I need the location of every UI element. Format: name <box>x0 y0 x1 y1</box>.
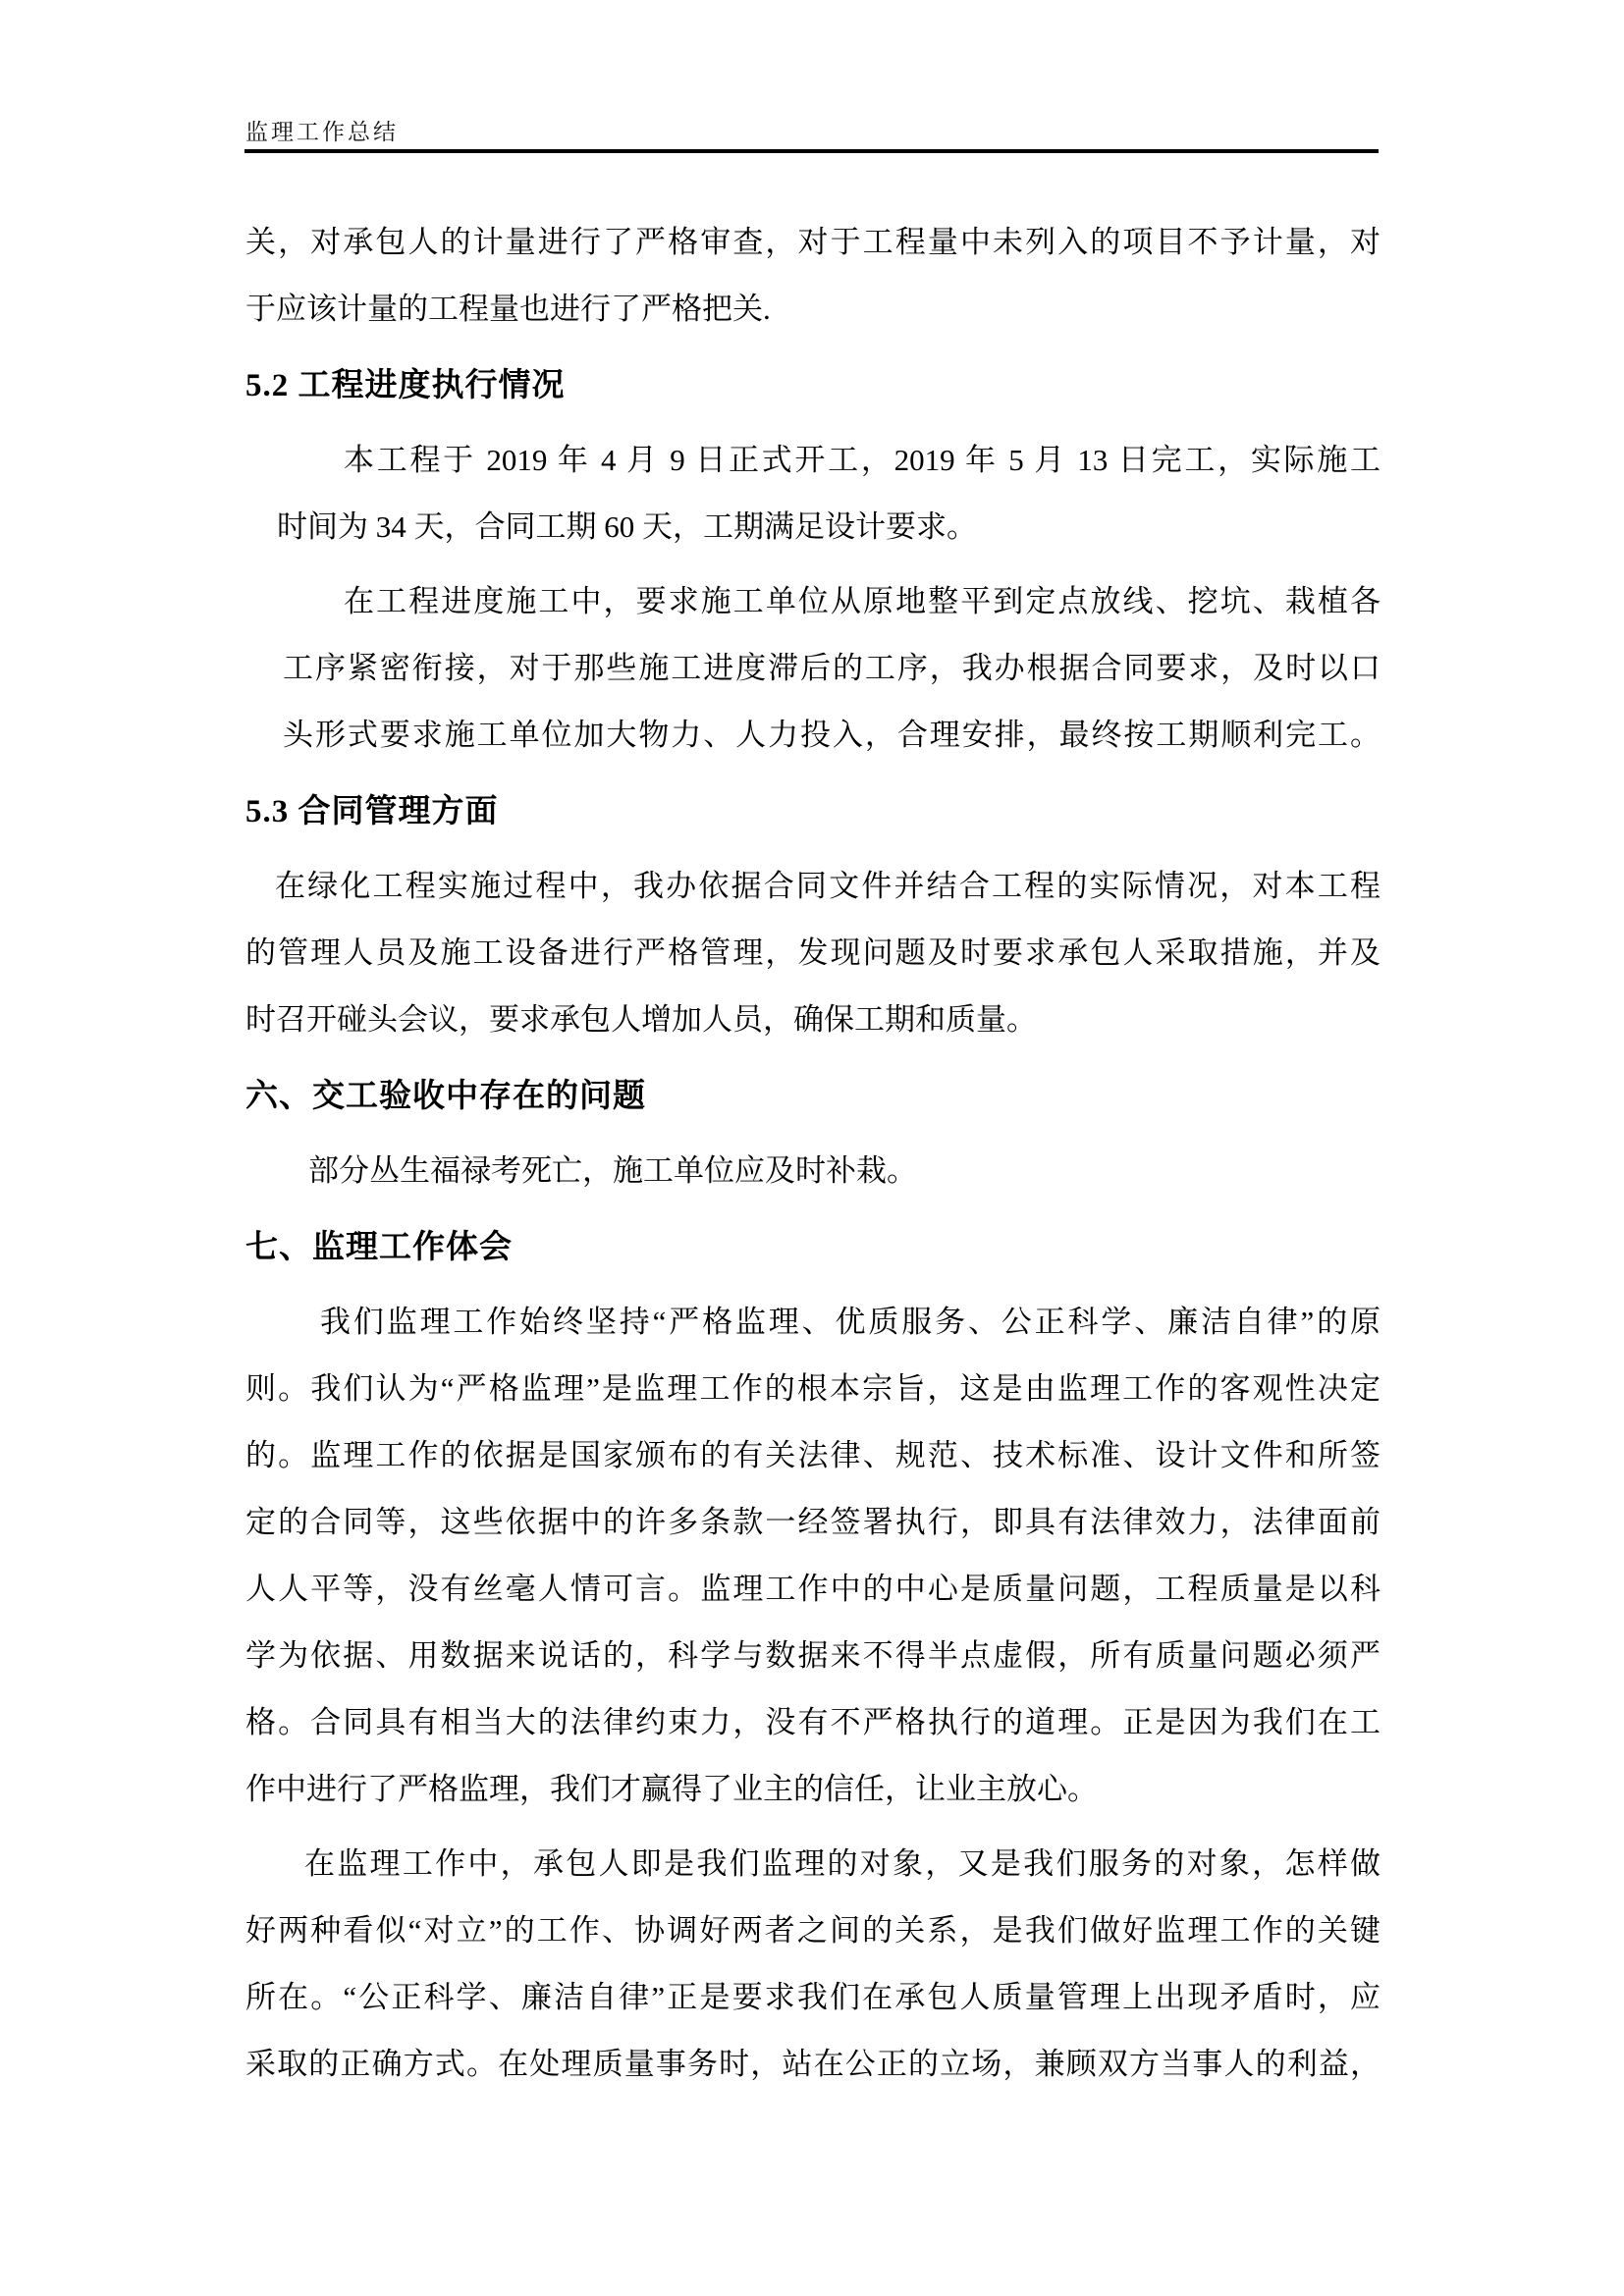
text-line: 好两种看似“对立”的工作、协调好两者之间的关系，是我们做好监理工作的关键 <box>245 1913 1380 1948</box>
text-line: 于应该计量的工程量也进行了严格把关. <box>245 292 771 326</box>
text-line: 工序紧密衔接，对于那些施工进度滞后的工序，我办根据合同要求，及时以口 <box>283 651 1380 685</box>
section-heading: 5.3 合同管理方面 <box>245 794 499 829</box>
text-line: 所在。“公正科学、廉洁自律”正是要求我们在承包人质量管理上出现矛盾时，应 <box>245 1980 1380 2014</box>
text-line: 定的合同等，这些依据中的许多条款一经签署执行，即具有法律效力，法律面前 <box>245 1505 1380 1539</box>
paragraph <box>245 853 1380 1053</box>
text-line: 时召开碰头会议，要求承包人增加人员，确保工期和质量。 <box>245 1002 1037 1037</box>
paragraph <box>245 1289 1380 1823</box>
text-line: 部分丛生福禄考死亡，施工单位应及时补栽。 <box>308 1153 917 1188</box>
text-line: 在工程进度施工中，要求施工单位从原地整平到定点放线、挖坑、栽植各 <box>344 584 1380 618</box>
document-body <box>245 201 1380 2098</box>
text-line: 我们监理工作始终坚持“严格监理、优质服务、公正科学、廉洁自律”的原 <box>320 1305 1380 1339</box>
text-line: 在绿化工程实施过程中，我办依据合同文件并结合工程的实际情况，对本工程 <box>275 869 1380 903</box>
section-heading: 5.2 工程进度执行情况 <box>245 368 566 403</box>
text-line: 作中进行了严格监理，我们才赢得了业主的信任，让业主放心。 <box>245 1772 1098 1806</box>
paragraph <box>245 209 1380 343</box>
text-line: 采取的正确方式。在处理质量事务时，站在公正的立场，兼顾双方当事人的利益， <box>245 2047 1380 2081</box>
text-line: 的管理人员及施工设备进行严格管理，发现问题及时要求承包人采取措施，并及 <box>245 935 1380 970</box>
paragraph <box>245 1831 1380 2098</box>
text-line: 人人平等，没有丝毫人情可言。监理工作中的中心是质量问题，工程质量是以科 <box>245 1572 1380 1606</box>
text-line: 格。合同具有相当大的法律约束力，没有不严格执行的道理。正是因为我们在工 <box>245 1705 1380 1739</box>
text-line: 时间为 34 天，合同工期 60 天，工期满足设计要求。 <box>277 509 977 544</box>
section-heading: 六、交工验收中存在的问题 <box>245 1079 646 1114</box>
text-line: 则。我们认为“严格监理”是监理工作的根本宗旨，这是由监理工作的客观性决定 <box>245 1371 1380 1406</box>
text-line: 关，对承包人的计量进行了严格审查，对于工程量中未列入的项目不予计量，对 <box>245 225 1380 259</box>
running-header: 监理工作总结 <box>245 120 399 144</box>
text-line: 在监理工作中，承包人即是我们监理的对象，又是我们服务的对象，怎样做 <box>304 1846 1380 1881</box>
header-rule <box>244 149 1379 153</box>
text-line: 本工程于 2019 年 4 月 9 日正式开工，2019 年 5 月 13 日完工，实际施工 <box>344 443 1380 477</box>
section-heading: 七、监理工作体会 <box>245 1230 513 1265</box>
text-line: 的。监理工作的依据是国家颁布的有关法律、规范、技术标准、设计文件和所签 <box>245 1438 1380 1472</box>
text-line: 头形式要求施工单位加大物力、人力投入，合理安排，最终按工期顺利完工。 <box>283 718 1380 752</box>
paragraph <box>245 1138 1380 1204</box>
paragraph <box>245 568 1380 769</box>
text-line: 学为依据、用数据来说话的，科学与数据来不得半点虚假，所有质量问题必须严 <box>245 1638 1380 1673</box>
paragraph <box>245 427 1380 561</box>
